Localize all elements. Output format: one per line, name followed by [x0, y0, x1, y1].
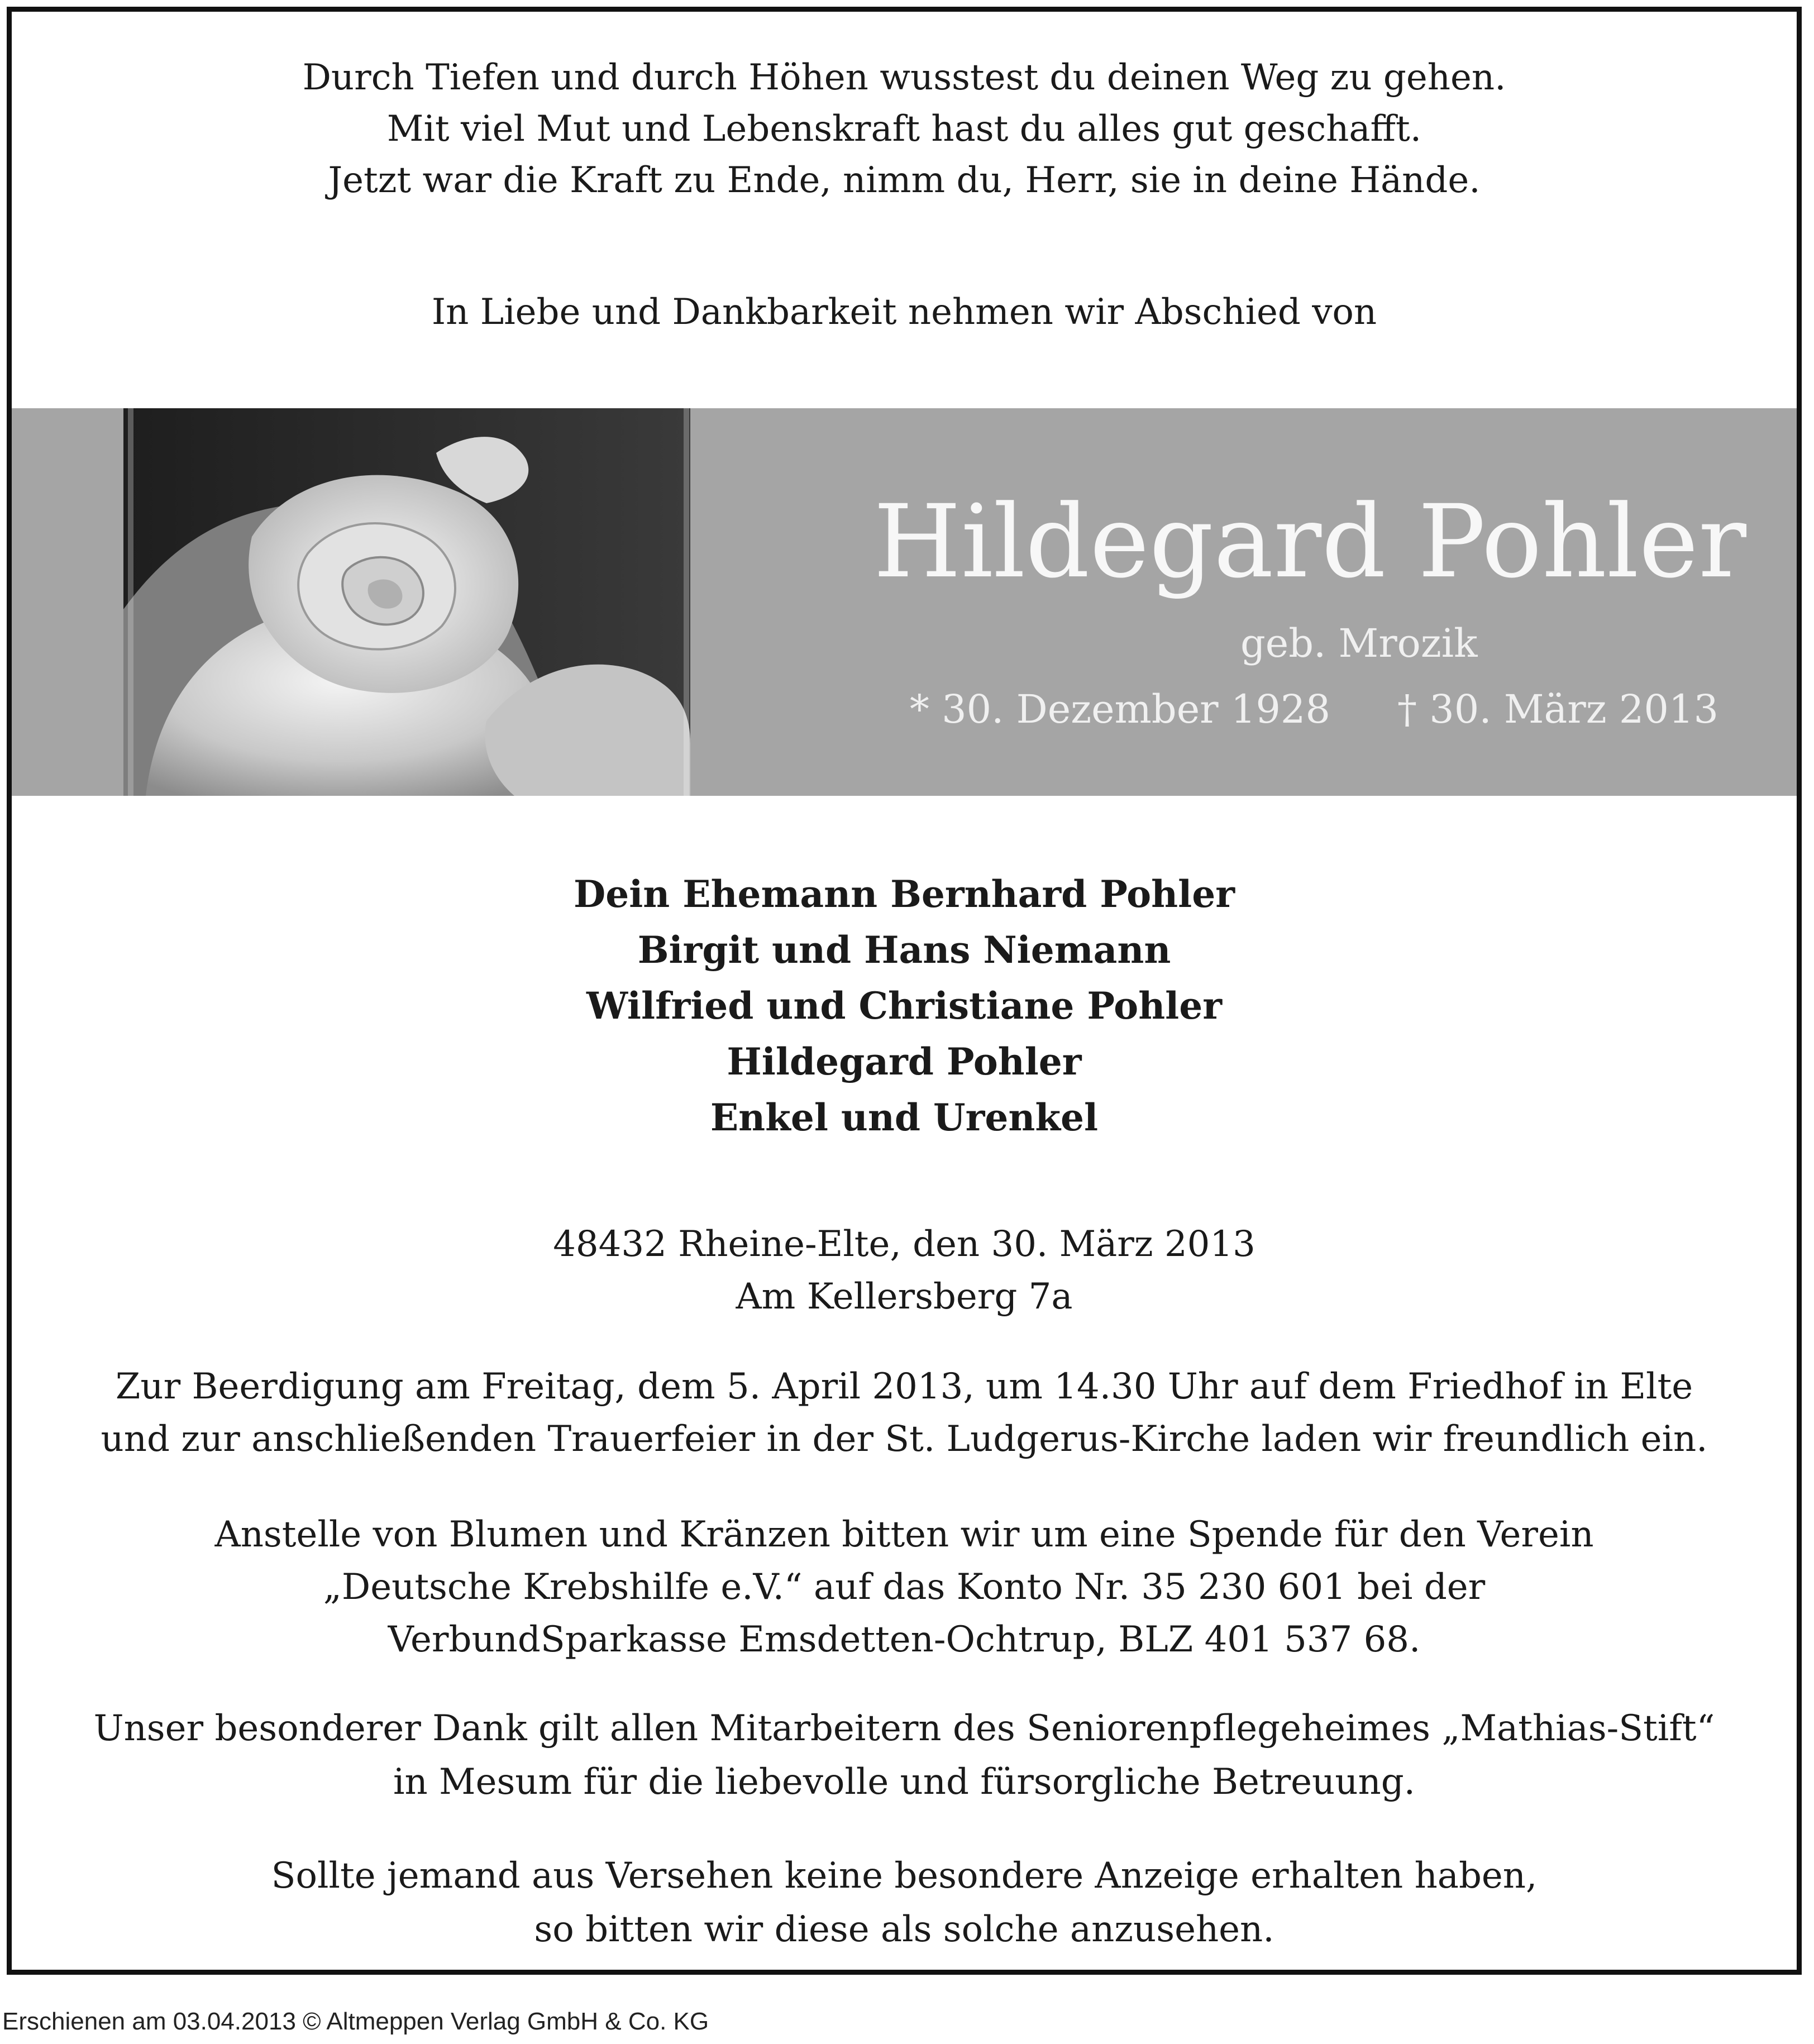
birth-date: * 30. Dezember 1928	[909, 686, 1331, 732]
maiden-name: geb. Mrozik	[1240, 620, 1478, 666]
address-block	[12, 1218, 1797, 1323]
family-member: Hildegard Pohler	[727, 1040, 1082, 1083]
family-list	[12, 866, 1797, 1145]
farewell-intro: In Liebe und Dankbarkeit nehmen wir Abschied von	[431, 292, 1377, 333]
family-member: Wilfried und Christiane Pohler	[586, 984, 1223, 1028]
death-date: † 30. März 2013	[1397, 686, 1718, 732]
life-dates	[910, 686, 1718, 732]
family-member: Enkel und Urenkel	[710, 1096, 1099, 1139]
verse-line: Mit viel Mut und Lebenskraft hast du alles gut geschafft.	[386, 108, 1422, 150]
publication-footer: Erschienen am 03.04.2013 © Altmeppen Verlag GmbH & Co. KG	[2, 2008, 709, 2035]
funeral-line: Zur Beerdigung am Freitag, dem 5. April 2013, um 14.30 Uhr auf dem Friedhof in Elte	[115, 1366, 1693, 1407]
thanks-line: Unser besonderer Dank gilt allen Mitarbeitern des Seniorenpflegeheimes „Mathias-Stift“	[93, 1708, 1715, 1749]
donation-line: VerbundSparkasse Emsdetten-Ochtrup, BLZ 401 537 68.	[388, 1619, 1421, 1660]
address-line: Am Kellersberg 7a	[736, 1276, 1073, 1317]
verse-line: Jetzt war die Kraft zu Ende, nimm du, Herr, sie in deine Hände.	[328, 160, 1481, 201]
thanks-line: in Mesum für die liebevolle und fürsorgliche Betreuung.	[393, 1761, 1415, 1803]
obituary-notice	[7, 7, 1802, 1975]
name-banner	[12, 408, 1797, 796]
closing-line: Sollte jemand aus Versehen keine besondere Anzeige erhalten haben,	[271, 1855, 1538, 1897]
donation-line: „Deutsche Krebshilfe e.V.“ auf das Konto Nr. 35 230 601 bei der	[323, 1567, 1486, 1608]
funeral-info	[12, 1360, 1797, 1465]
family-member: Birgit und Hans Niemann	[637, 928, 1171, 972]
funeral-line: und zur anschließenden Trauerfeier in der St. Ludgerus-Kirche laden wir freundlich ein.	[101, 1419, 1708, 1460]
donation-line: Anstelle von Blumen und Kränzen bitten wir um eine Spende für den Verein	[214, 1514, 1594, 1555]
verse-line: Durch Tiefen und durch Höhen wusstest du deinen Weg zu gehen.	[302, 57, 1506, 98]
address-line: 48432 Rheine-Elte, den 30. März 2013	[553, 1224, 1256, 1265]
closing-line: so bitten wir diese als solche anzusehen.	[534, 1909, 1274, 1950]
donation-info	[12, 1508, 1797, 1666]
closing-note	[12, 1849, 1797, 1956]
thanks-note	[12, 1702, 1797, 1809]
deceased-name: Hildegard Pohler	[873, 484, 1746, 600]
verse	[12, 52, 1797, 206]
family-member: Dein Ehemann Bernhard Pohler	[574, 872, 1235, 916]
rose-photo	[123, 408, 690, 796]
